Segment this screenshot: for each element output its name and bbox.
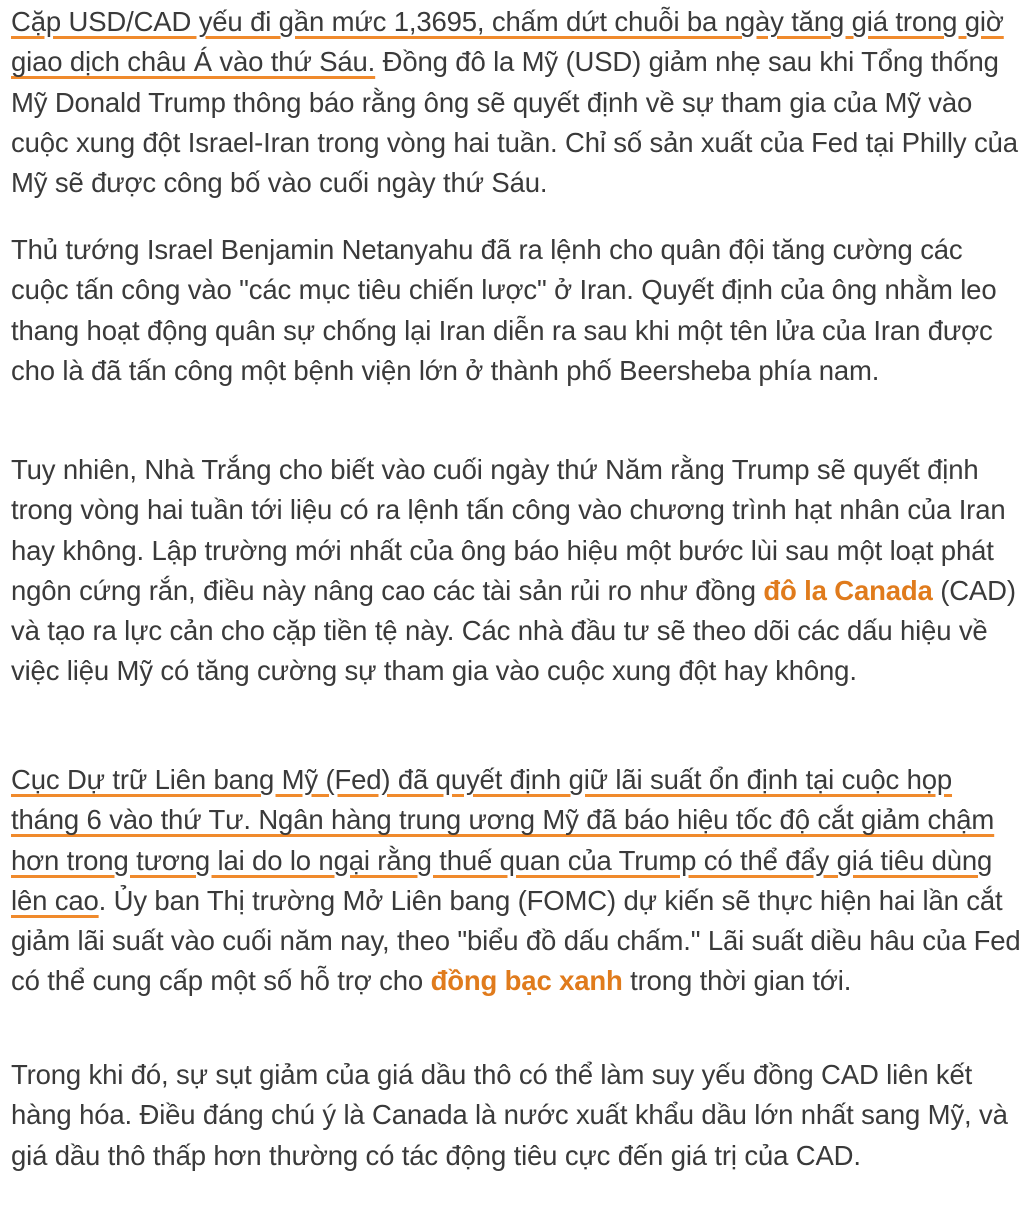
paragraph-text: (CAD) và tạo ra lực cản cho cặp tiền tệ này. Các nhà đầu tư sẽ theo dõi các dấu hiệu về việc liệu Mỹ có tăng cường sự tham gia vào cuộc xung đột hay không.: [11, 574, 1016, 687]
paragraph-text: . Ủy ban Thị trường Mở Liên bang (FOMC) dự kiến sẽ thực hiện hai lần cắt giảm lãi suất vào cuối năm nay, theo "biểu đồ dấu chấm." Lãi suất diều hâu của Fed có thể cung cấp một số hỗ trợ cho: [11, 884, 1021, 997]
link-canadian-dollar[interactable]: đô la Canada: [763, 574, 933, 606]
highlighted-sentence: Cặp USD/CAD yếu đi gần mức 1,3695, chấm dứt chuỗi ba ngày tăng giá trong giờ giao dịch châu Á vào thứ Sáu.: [11, 6, 1004, 78]
paragraph-text: Trong khi đó, sự sụt giảm của giá dầu thô có thể làm suy yếu đồng CAD liên kết hàng hóa. Điều đáng chú ý là Canada là nước xuất khẩu dầu lớn nhất sang Mỹ, và giá dầu thô thấp hơn thường có tác động tiêu cực đến giá trị của CAD.: [11, 1059, 1008, 1171]
paragraph-usd-cad-overview: [11, 2, 1021, 203]
link-greenback[interactable]: đồng bạc xanh: [430, 965, 623, 997]
paragraph-israel-iran: [11, 230, 1021, 391]
paragraph-text: trong thời gian tới.: [622, 965, 852, 997]
paragraph-text: Đồng đô la Mỹ (USD) giảm nhẹ sau khi Tổng thống Mỹ Donald Trump thông báo rằng ông sẽ quyết định về sự tham gia của Mỹ vào cuộc xung đột Israel-Iran trong vòng hai tuần. Chỉ số sản xuất của Fed tại Philly của Mỹ sẽ được công bố vào cuối ngày thứ Sáu.: [11, 46, 1018, 199]
paragraph-text: Thủ tướng Israel Benjamin Netanyahu đã ra lệnh cho quân đội tăng cường các cuộc tấn công vào "các mục tiêu chiến lược" ở Iran. Quyết định của ông nhằm leo thang hoạt động quân sự chống lại Iran diễn ra sau khi một tên lửa của Iran được cho là đã tấn công một bệnh viện lớn ở thành phố Beersheba phía nam.: [11, 234, 997, 386]
paragraph-white-house: [11, 450, 1021, 692]
paragraph-fed-policy: [11, 760, 1021, 1002]
paragraph-crude-oil: [11, 1055, 1021, 1176]
highlighted-sentence: Cục Dự trữ Liên bang Mỹ (Fed) đã quyết định giữ lãi suất ổn định tại cuộc họp tháng 6 vào thứ Tư. Ngân hàng trung ương Mỹ đã báo hiệu tốc độ cắt giảm chậm hơn trong tương lai do lo ngại rằng thuế quan của Trump có thể đẩy giá tiêu dùng lên cao: [11, 764, 995, 916]
paragraph-text: Tuy nhiên, Nhà Trắng cho biết vào cuối ngày thứ Năm rằng Trump sẽ quyết định trong vòng hai tuần tới liệu có ra lệnh tấn công vào chương trình hạt nhân của Iran hay không. Lập trường mới nhất của ông báo hiệu một bước lùi sau một loạt phát ngôn cứng rắn, điều này nâng cao các tài sản rủi ro như đồng: [11, 454, 1006, 606]
